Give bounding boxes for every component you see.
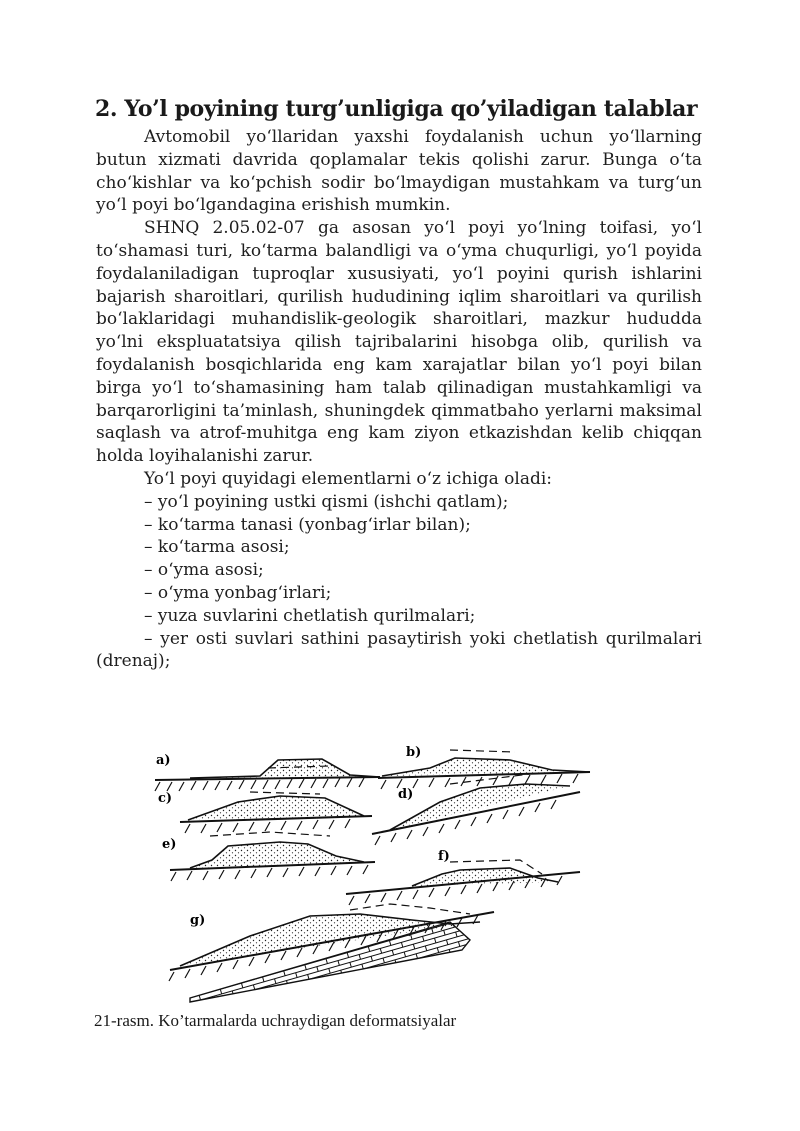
list-item: – yuza suvlarini chetlatish qurilmalari; [144, 605, 476, 626]
figure-label: f) [438, 849, 450, 864]
body-text [96, 126, 702, 673]
figure-label: g) [190, 913, 206, 928]
list-item: – yo‘l poyining ustki qismi (ishchi qatlam); [144, 491, 509, 512]
figure-caption: 21-rasm. Ko’tarmalarda uchraydigan deformatsiyalar [94, 1011, 457, 1030]
deformation-figure [150, 744, 610, 1006]
paragraph: Avtomobil yo‘llaridan yaxshi foydalanish uchun yo‘llarning butun xizmati davrida qoplamalar tekis qolishi zarur. Bunga o‘ta cho‘kishlar va ko‘pchish sodir bo‘lmaydigan mustahkam va turg‘un yo‘l poyi bo‘lgandagina erishish mumkin. [96, 127, 702, 216]
section-heading: 2. Yo’l poyining turg’unligiga qo’yiladigan talablar [95, 96, 698, 122]
figure-panel-d [372, 774, 580, 845]
figure-panel-c [158, 791, 372, 833]
figure-label: c) [158, 791, 173, 806]
figure-panel-b [378, 745, 590, 789]
paragraph: SHNQ 2.05.02-07 ga asosan yo‘l poyi yo‘lning toifasi, yo‘l to‘shamasi turi, ko‘tarma balandligi va o‘yma chuqurligi, yo‘l poyida foydalaniladigan tuproqlar xususiyati, yo‘l poyini qurish ishlarini bajarish sharoitlari, qurilish hududining iqlim sharoitlari va qurilish bo‘laklaridagi muhandislik-geologik sharoitlari, mazkur hududda yo‘lni ekspluatatsiya qilish tajribalarini hisobga olib, qurilish va foydalanish bosqichlarida eng kam xarajatlar bilan yo‘l poyi bilan birga yo‘l to‘shamasining ham talab qilinadigan mustahkamligi va barqarorligini ta’minlash, shuningdek qimmatbaho yerlarni maksimal saqlash va atrof-muhitga eng kam ziyon etkazishdan kelib chiqqan holda loyihalanishi zarur. [96, 218, 702, 467]
figure-label: e) [162, 837, 177, 852]
figure-panel-g [169, 904, 494, 1002]
element-list [96, 491, 702, 673]
figure-panel-e [162, 832, 375, 881]
figure-label: b) [406, 745, 422, 760]
list-item: – ko‘tarma asosi; [144, 537, 290, 558]
list-item: – o‘yma asosi; [144, 560, 264, 581]
figure-panel-a [155, 753, 380, 791]
figure-label: d) [398, 787, 414, 802]
list-item: – ko‘tarma tanasi (yonbag‘irlar bilan); [144, 514, 471, 535]
figure-panel-f [346, 849, 580, 905]
list-item: – yer osti suvlari sathini pasaytirish yoki chetlatish qurilmalari (drenaj); [96, 628, 702, 672]
figure-label: a) [156, 753, 171, 768]
list-item: – o‘yma yonbag‘irlari; [144, 582, 332, 603]
paragraph: Yo‘l poyi quyidagi elementlarni o‘z ichiga oladi: [144, 468, 553, 489]
